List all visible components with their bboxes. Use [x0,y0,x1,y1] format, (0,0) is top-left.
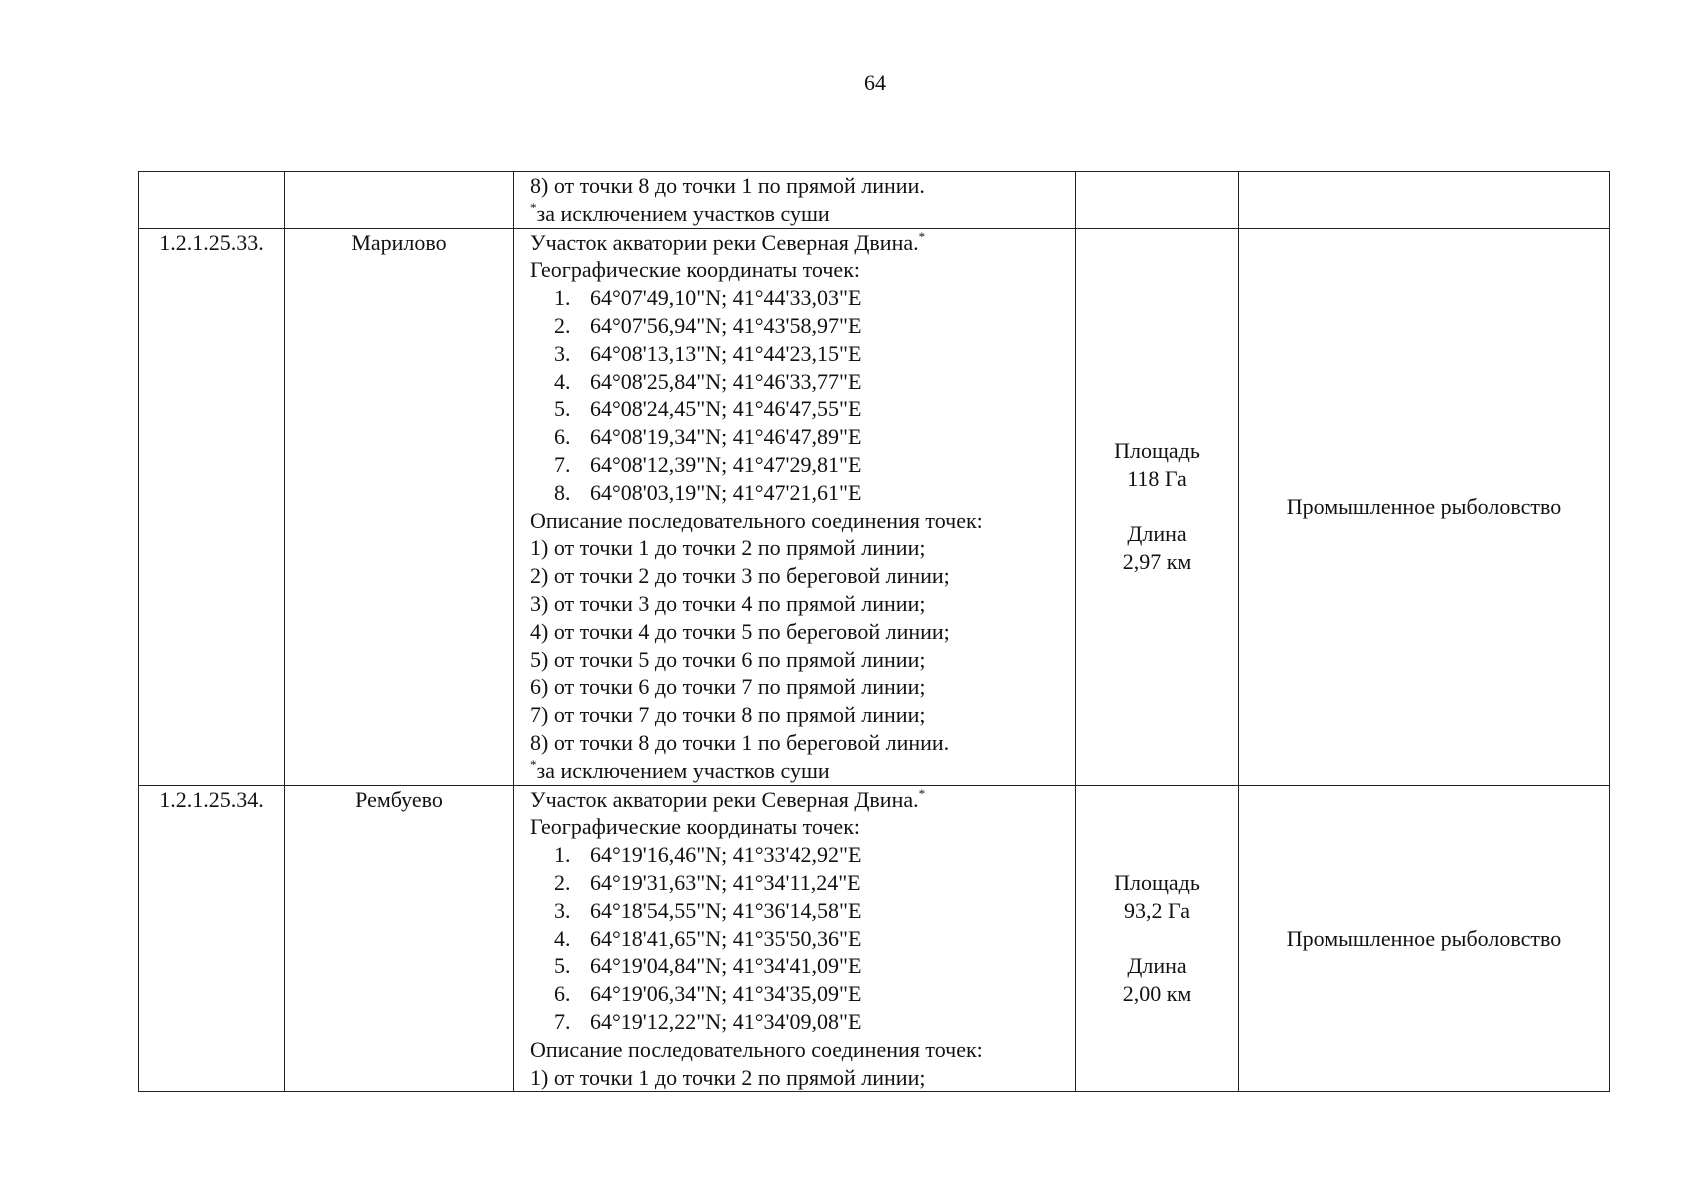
length-label: Длина [1127,521,1187,547]
table-row [139,172,1610,229]
coords-header: Географические координаты точек: [530,257,860,283]
usage-type [1239,172,1610,229]
area-size [1076,785,1239,1092]
footnote [530,200,1075,228]
area-value: 118 Га [1127,465,1187,491]
coordinate-item: 6. 64°08'19,34"N; 41°46'47,89"E [554,424,862,450]
table-row [139,228,1610,785]
site-name: Рембуево [285,785,514,1092]
connection-line: 2) от точки 2 до точки 3 по береговой линии; [530,563,950,589]
coordinate-item: 4. 64°18'41,65"N; 41°35'50,36"E [554,925,862,951]
connection-header: Описание последовательного соединения точек: [530,507,983,533]
fishing-areas-table [138,171,1610,1092]
usage-type: Промышленное рыболовство [1239,228,1610,785]
coordinate-item: 4. 64°08'25,84"N; 41°46'33,77"E [554,368,862,394]
area-description [514,172,1076,229]
asterisk-mark: * [918,228,926,244]
area-description [514,785,1076,1092]
area-size [1076,172,1239,229]
coordinate-item: 1. 64°19'16,46"N; 41°33'42,92"E [554,842,862,868]
row-number [139,172,285,229]
length-value: 2,00 км [1122,981,1192,1007]
connection-line: 6) от точки 6 до точки 7 по прямой линии; [530,674,926,700]
connection-line: 8) от точки 8 до точки 1 по береговой линии. [530,729,950,755]
coordinate-item: 8. 64°08'03,19"N; 41°47'21,61"E [554,479,862,505]
footnote-text: за исключением участков суши [536,757,830,783]
area-label: Площадь [1114,438,1200,464]
asterisk-mark: * [918,785,926,801]
footnote [530,757,1075,785]
connection-line: 1) от точки 1 до точки 2 по прямой линии; [530,535,926,561]
coordinate-item: 1. 64°07'49,10"N; 41°44'33,03"E [554,285,862,311]
connection-line: 7) от точки 7 до точки 8 по прямой линии; [530,702,926,728]
connection-line: 8) от точки 8 до точки 1 по прямой линии. [530,173,925,198]
connection-line: 5) от точки 5 до точки 6 по прямой линии; [530,646,926,672]
coords-header: Географические координаты точек: [530,814,860,840]
coordinate-item: 6. 64°19'06,34"N; 41°34'35,09"E [554,981,862,1007]
footnote-text: за исключением участков суши [536,200,830,226]
connection-line: 4) от точки 4 до точки 5 по береговой линии; [530,618,950,644]
usage-type: Промышленное рыболовство [1239,785,1610,1092]
page-number: 64 [864,70,886,95]
table-row [139,785,1610,1092]
area-description [514,228,1076,785]
row-number: 1.2.1.25.33. [139,228,285,785]
coordinate-item: 2. 64°19'31,63"N; 41°34'11,24"E [554,869,861,895]
area-value: 93,2 Га [1124,897,1190,923]
asterisk-mark: * [530,756,537,772]
coordinate-item: 7. 64°19'12,22"N; 41°34'09,08"E [554,1008,862,1034]
coordinate-item: 5. 64°19'04,84"N; 41°34'41,09"E [554,953,862,979]
asterisk-mark: * [530,199,537,215]
area-title [530,786,1075,814]
area-size [1076,228,1239,785]
site-name: Марилово [285,228,514,785]
length-value: 2,97 км [1122,549,1192,575]
coordinate-item: 2. 64°07'56,94"N; 41°43'58,97"E [554,312,862,338]
area-label: Площадь [1114,869,1200,895]
coordinate-item: 3. 64°18'54,55"N; 41°36'14,58"E [554,897,862,923]
coordinate-item: 3. 64°08'13,13"N; 41°44'23,15"E [554,340,862,366]
coordinate-item: 7. 64°08'12,39"N; 41°47'29,81"E [554,451,862,477]
coordinate-item: 5. 64°08'24,45"N; 41°46'47,55"E [554,396,862,422]
connection-line: 3) от точки 3 до точки 4 по прямой линии; [530,590,926,616]
row-number: 1.2.1.25.34. [139,785,285,1092]
area-title-text: Участок акватории реки Северная Двина. [530,786,919,812]
length-label: Длина [1127,953,1187,979]
site-name [285,172,514,229]
connection-line: 1) от точки 1 до точки 2 по прямой линии; [530,1064,926,1090]
area-title [530,229,1075,257]
connection-header: Описание последовательного соединения точек: [530,1036,983,1062]
area-title-text: Участок акватории реки Северная Двина. [530,229,919,255]
